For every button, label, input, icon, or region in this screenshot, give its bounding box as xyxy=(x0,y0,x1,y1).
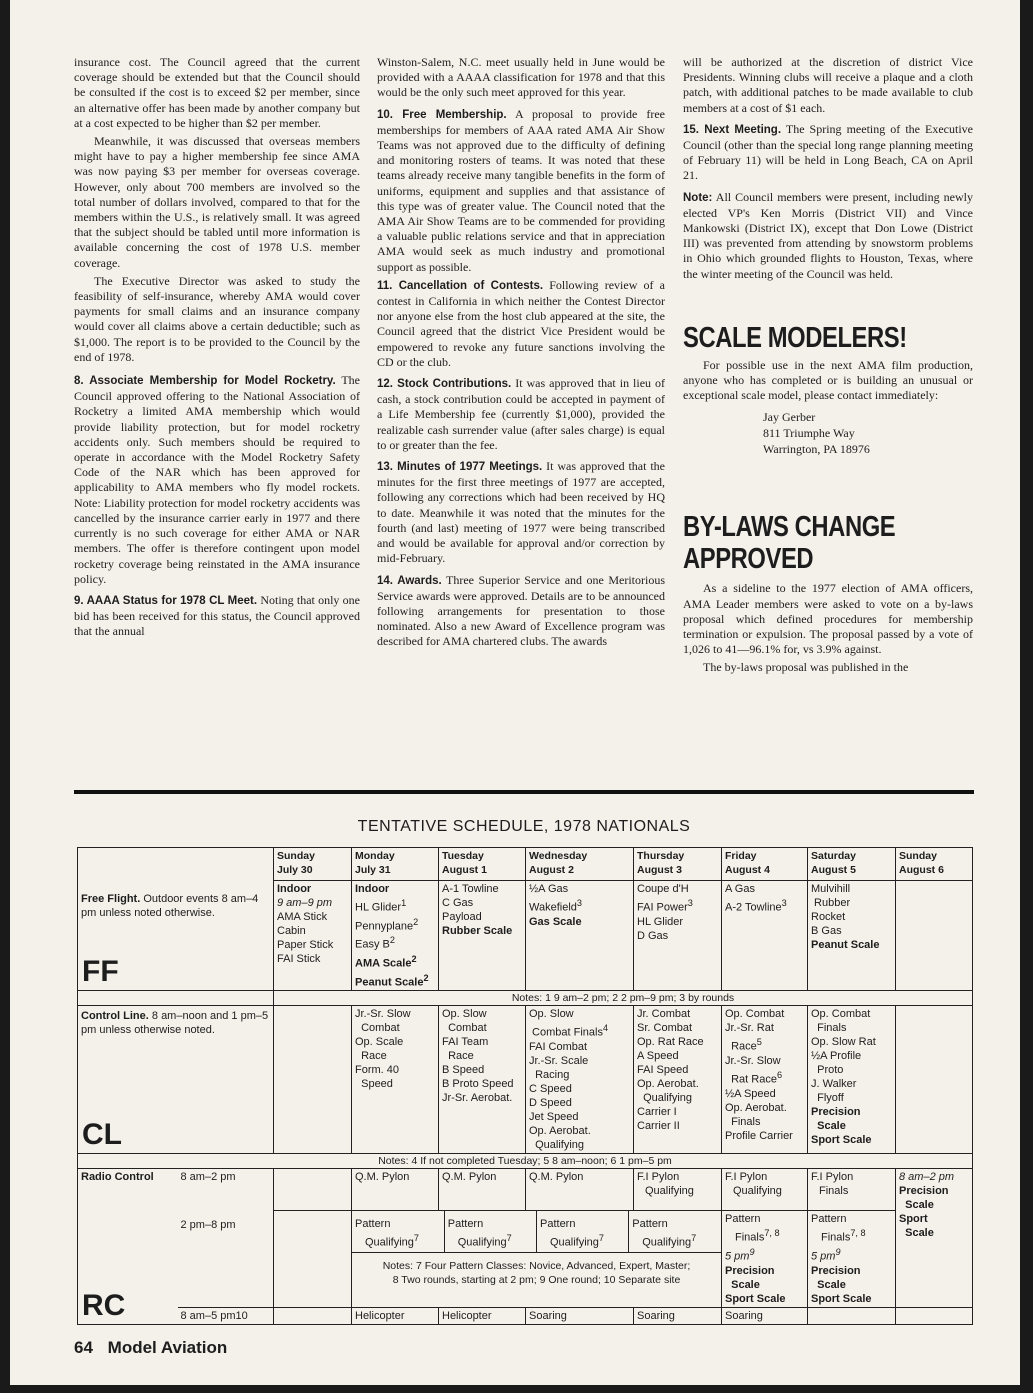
cl-aug4: Op. Combat Jr.-Sr. Rat Race$^5$ Jr.-Sr. Slow Rat Race$^6$ ½A Speed Op. Aerobat. Finals Profile Carrier xyxy=(722,1006,808,1154)
schedule-table xyxy=(77,847,973,1325)
rc-aug4-pattern: Pattern Finals$^{7, 8}$ 5 $pm^9$ Precision Scale Sport Scale xyxy=(722,1211,808,1307)
day-header: Sunday August 6 xyxy=(896,848,973,881)
contact-address: Jay Gerber 811 Triumphe Way Warrington, PA 18976 xyxy=(763,410,870,457)
rc-aug1-heli: Helicopter xyxy=(439,1307,526,1324)
divider xyxy=(74,790,974,794)
item-9: 9. AAAA Status for 1978 CL Meet. Noting that only one bid has been received for this status, the Council approved that the annual xyxy=(74,592,360,639)
rc-time-3: 8 am–5 pm10 xyxy=(178,1307,274,1324)
item-heading: 11. Cancellation of Contests. xyxy=(377,279,544,292)
paragraph: For possible use in the next AMA film production, anyone who has completed or is building an unusual or exceptional scale model, please contact immediately: xyxy=(683,357,973,403)
bylaws-headline-2: APPROVED xyxy=(683,543,814,576)
paragraph: will be authorized at the discretion of district Vice Presidents. Winning clubs will receive a plaque and a cloth patch, with additional patches to be made available to club members at a cost of $1 each. xyxy=(683,55,973,115)
item-8: 8. Associate Membership for Model Rocketry. The Council approved offering to the National Association of Rocketry a limited AMA membership which would provide liability protection, but for model rocketry accidents only. Such members should be required to operate in accordance with the Model Rocketry Safety Code of the NAR which has been approved for applicability to AMA members who fly model rockets. Note: Liability protection for model rocketry accidents was cancelled by the insurance carrier early in 1977 and there currently is no such coverage for either AMA or NAR members. The offer is therefore contingent upon model rocketry coverage being reinstated in the AMA insurance policy. xyxy=(74,373,360,586)
ff-aug1: A-1 Towline C Gas Payload Rubber Scale xyxy=(439,881,526,991)
day-header: Saturday August 5 xyxy=(808,848,896,881)
paragraph: Meanwhile, it was discussed that overseas members might have to pay a higher membership fee since AMA was now paying $3 per member for overseas coverage. However, only about 700 members are involved so the total number of dollars involved, compared to that for the members within the U.S., is relatively small. It was agreed that the subject should be tabled until more information is available concerning the cost of 1978 U.S. member coverage. xyxy=(74,134,360,270)
rc-aug5-pylon: F.I Pylon Finals xyxy=(808,1168,896,1211)
item-heading: 15. Next Meeting. xyxy=(683,123,782,136)
rc-jul31-heli: Helicopter xyxy=(352,1307,439,1324)
rc-aug2-pattern: Pattern Qualifying$^7$ xyxy=(537,1211,629,1252)
rc-aug1-pylon: Q.M. Pylon xyxy=(439,1168,526,1211)
item-15: 15. Next Meeting. The Spring meeting of the Executive Council (other than the special long range planning meeting of February 11) will be held in Long Beach, CA on April 21. xyxy=(683,121,973,183)
cl-notes-row xyxy=(78,1153,973,1168)
control-line-row xyxy=(78,1006,973,1154)
item-12: 12. Stock Contributions. It was approved that in lieu of cash, a stock contribution could be accepted in payment of a Life Membership fee (currently $1,000), provided the realizable cash surrender value (after sales charge) is equal to or greater than the fee. xyxy=(377,376,666,452)
page-footer xyxy=(74,1338,237,1358)
item-10: 10. Free Membership. A proposal to provide free memberships for members of AAA rated AMA Air Show Teams was not approved due to the difficulty of defining and monitoring rosters of teams. It was noted that these teams already receive many tangible benefits in the form of uniforms, equipment and supplies and that assistance of this type was of greater value. The Council noted that the AMA Air Show Teams are to be commended for providing a valuable public relations service and that in appreciation AMA would seek as much industry and promotional support as possible. xyxy=(377,106,665,274)
ff-jul31: Indoor HL Glider$^1$ Pennyplane$^2$ Easy $B^2$ AMA Scale$^2$ Peanut Scale$^2$ xyxy=(352,881,439,991)
cl-aug5: Op. Combat Finals Op. Slow Rat ½A Profile Proto J. Walker Flyoff Precision Scale Sport Scale xyxy=(808,1006,896,1154)
cl-aug3: Jr. Combat Sr. Combat Op. Rat Race A Speed FAI Speed Op. Aerobat. Qualifying Carrier I Carrier II xyxy=(634,1006,722,1154)
rc-aug4-pylon: F.I Pylon Qualifying xyxy=(722,1168,808,1211)
item-heading: 9. AAAA Status for 1978 CL Meet. xyxy=(74,594,258,607)
text-column-1 xyxy=(74,55,360,643)
item-heading: 12. Stock Contributions. xyxy=(377,378,512,391)
item-13: 13. Minutes of 1977 Meetings. It was approved that the minutes for the first three meetings of 1977 are accepted, following any corrections which had been received by HQ to date. Meanwhile it was noted that the minutes for the fourth (and last) meeting of 1977 were being transcribed and would be available for approval and/or correction by mid-February. xyxy=(377,459,665,566)
item-heading: Note: xyxy=(683,191,713,204)
rc-aug2-pylon: Q.M. Pylon xyxy=(526,1168,634,1211)
cl-aug2: Op. Slow Combat Finals$^4$ FAI Combat Jr.-Sr. Scale Racing C Speed D Speed Jet Speed Op. Aerobat. Qualifying xyxy=(526,1006,634,1154)
rc-jul31-pattern: Pattern Qualifying$^7$ xyxy=(352,1211,444,1252)
magazine-page xyxy=(10,0,1020,1385)
day-header: Tuesday August 1 xyxy=(439,848,526,881)
rc-aug1-pattern: Pattern Qualifying$^7$ xyxy=(444,1211,536,1252)
day-header: Friday August 4 xyxy=(722,848,808,881)
ff-aug6 xyxy=(896,881,973,991)
ff-notes-row xyxy=(78,991,973,1006)
ff-notes: Notes: 1 9 am–2 pm; 2 2 pm–9 pm; 3 by rounds xyxy=(274,991,973,1006)
paragraph: As a sideline to the 1977 election of AMA officers, AMA Leader members were asked to vote on a by-laws proposal which defined procedures for membership termination or expulsion. The proposal passed by a vote of 1,026 to 41—96.1% for, vs 3.9% against. xyxy=(683,581,973,657)
text-column-2 xyxy=(377,55,665,653)
item-heading: 14. Awards. xyxy=(377,574,442,587)
cl-aug6 xyxy=(896,1006,973,1154)
rc-row-2 xyxy=(78,1211,973,1307)
days-row xyxy=(78,848,973,881)
scale-modelers-headline: SCALE MODELERS! xyxy=(683,321,907,354)
ff-aug2: ½A Gas Wakefield$^3$ Gas Scale xyxy=(526,881,634,991)
item-14: 14. Awards. Three Superior Service and one Meritorious Service awards were approved. Details are to be announced following arrangements for presentation to those nominated. Also a new Award of Excellence program was described for AMA chartered clubs. The awards xyxy=(377,572,665,649)
rc-row-3 xyxy=(78,1307,973,1324)
rc-jul31-pylon: Q.M. Pylon xyxy=(352,1168,439,1211)
ff-jul30: Indoor 9 am–9 pm AMA Stick Cabin Paper Stick FAI Stick xyxy=(274,881,352,991)
bylaws-headline: BY-LAWS CHANGE xyxy=(683,511,896,544)
magazine-title: Model Aviation xyxy=(107,1338,228,1357)
cl-jul30 xyxy=(274,1006,352,1154)
rc-aug3-soaring: Soaring xyxy=(634,1307,722,1324)
cl-notes: Notes: 4 If not completed Tuesday; 5 8 am–noon; 6 1 pm–5 pm xyxy=(78,1153,973,1168)
rc-aug3-pattern: Pattern Qualifying$^7$ xyxy=(632,1218,697,1250)
rc-row-1 xyxy=(78,1168,973,1211)
paragraph: Winston-Salem, N.C. meet usually held in June would be provided with a AAAA classification for 1978 and that this would be the only such meet approved for this year. xyxy=(377,55,665,100)
paragraph: insurance cost. The Council agreed that the current coverage should be extended but that the Council should be consulted if the cost is to exceed $2 per member, since an alternative offer has been made by another company but at a cost expected to be higher than $2 per member. xyxy=(74,55,360,130)
cl-abbr: CL xyxy=(82,1117,122,1151)
cl-jul31: Jr.-Sr. Slow Combat Op. Scale Race Form. 40 Speed xyxy=(352,1006,439,1154)
item-11: 11. Cancellation of Contests. Following review of a contest in California in which neither the Contest Director nor anyone else from the host club appeared at the site, the Council agreed that the district Vice President would be empowered to revoke any future sanctions involving the CD or the club. xyxy=(377,277,666,369)
day-header: Wednesday August 2 xyxy=(526,848,634,881)
rc-aug6: 8 am–2 pm Precision Scale Sport Scale xyxy=(896,1168,973,1307)
paragraph: The by-laws proposal was published in the xyxy=(703,660,909,675)
item-heading: 10. Free Membership. xyxy=(377,108,507,121)
paragraph: The Executive Director was asked to study the feasibility of self-insurance, whereby AMA would cover payments for small claims and an insurance company would cover all claims above a certain deductible; such as $1,000. The report is to be provided to the Council by the end of 1978. xyxy=(74,273,360,364)
rc-aug5-pattern: Pattern Finals$^{7, 8}$ 5 $pm^9$ Precision Scale Sport Scale xyxy=(808,1211,896,1307)
ff-aug3: Coupe d'H FAI Power$^3$ HL Glider D Gas xyxy=(634,881,722,991)
ff-label: Free Flight. Outdoor events 8 am–4 pm unless noted otherwise. FF xyxy=(78,881,274,991)
council-note: Note: All Council members were present, including newly elected VP's Ken Morris (District VII) and Vince Mankowski (District IX), except that Don Lowe (District III) was prevented from attending by snowstorm problems in Ohio which grounded flights to Houston, Texas, where the winter meeting of the Council was held. xyxy=(683,189,973,281)
ff-aug5: Mulvihill Rubber Rocket B Gas Peanut Scale xyxy=(808,881,896,991)
day-header: Monday July 31 xyxy=(352,848,439,881)
day-header: Thursday August 3 xyxy=(634,848,722,881)
rc-abbr: RC xyxy=(82,1288,126,1322)
cl-label: Control Line. 8 am–noon and 1 pm–5 pm unless otherwise noted. CL xyxy=(78,1006,274,1154)
item-heading: 13. Minutes of 1977 Meetings. xyxy=(377,461,543,474)
ff-abbr: FF xyxy=(82,955,119,989)
rc-aug3-pylon: F.I Pylon Qualifying xyxy=(634,1168,722,1211)
page-number: 64 xyxy=(74,1338,93,1357)
rc-notes: Notes: 7 Four Pattern Classes: Novice, Advanced, Expert, Master; 8 Two rounds, starting at 2 pm; 9 One round; 10 Separate site xyxy=(352,1253,721,1294)
rc-label: Radio Control RC xyxy=(78,1168,178,1324)
rc-pattern-block xyxy=(352,1211,722,1307)
rc-time-2: 2 pm–8 pm xyxy=(178,1211,274,1307)
schedule-title: TENTATIVE SCHEDULE, 1978 NATIONALS xyxy=(357,818,691,835)
rc-time-1: 8 am–2 pm xyxy=(178,1168,274,1211)
cl-aug1: Op. Slow Combat FAI Team Race B Speed B Proto Speed Jr-Sr. Aerobat. xyxy=(439,1006,526,1154)
text-column-3 xyxy=(683,55,973,679)
rc-aug2-soaring: Soaring xyxy=(526,1307,634,1324)
ff-aug4: A Gas A-2 Towline$^3$ xyxy=(722,881,808,991)
rc-aug4-soaring: Soaring xyxy=(722,1307,808,1324)
free-flight-row xyxy=(78,881,973,991)
item-heading: 8. Associate Membership for Model Rocketry. xyxy=(74,375,336,388)
day-header: Sunday July 30 xyxy=(274,848,352,881)
